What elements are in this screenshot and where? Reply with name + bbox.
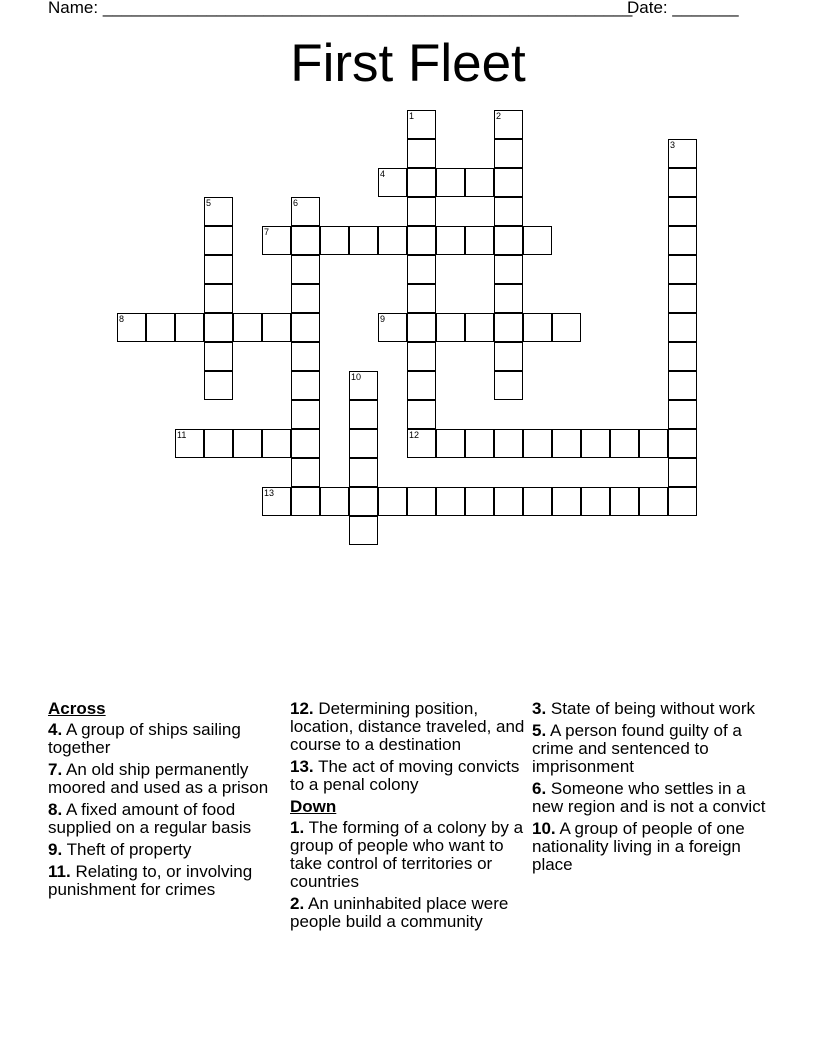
- grid-cell[interactable]: [407, 197, 436, 226]
- grid-cell[interactable]: [552, 429, 581, 458]
- grid-cell[interactable]: [291, 255, 320, 284]
- grid-cell[interactable]: [668, 458, 697, 487]
- grid-cell[interactable]: [668, 168, 697, 197]
- grid-cell[interactable]: [407, 255, 436, 284]
- clue-number: 6.: [532, 779, 547, 798]
- grid-cell[interactable]: [465, 226, 494, 255]
- grid-cell[interactable]: [494, 255, 523, 284]
- clue-number-label: 9: [380, 314, 386, 324]
- grid-cell[interactable]: [436, 487, 465, 516]
- grid-cell[interactable]: [320, 226, 349, 255]
- date-blank[interactable]: _______: [672, 0, 739, 17]
- grid-cell[interactable]: [436, 313, 465, 342]
- clues-column-1: [48, 700, 288, 903]
- grid-cell[interactable]: [581, 429, 610, 458]
- grid-cell[interactable]: [668, 342, 697, 371]
- grid-cell[interactable]: [291, 226, 320, 255]
- clue-number-label: 11: [177, 430, 187, 440]
- clue-across-11: [48, 863, 288, 899]
- clue-number-label: 6: [293, 198, 299, 208]
- clue-down-10: [532, 820, 772, 874]
- grid-cell[interactable]: [668, 284, 697, 313]
- clue-across-7: [48, 761, 288, 797]
- grid-cell[interactable]: [668, 429, 697, 458]
- grid-cell[interactable]: [204, 313, 233, 342]
- grid-cell[interactable]: [494, 342, 523, 371]
- clue-down-3: [532, 700, 772, 718]
- grid-cell[interactable]: [610, 429, 639, 458]
- grid-cell[interactable]: [668, 197, 697, 226]
- clue-across-8: [48, 801, 288, 837]
- clue-number: 10.: [532, 819, 556, 838]
- grid-cell[interactable]: [407, 168, 436, 197]
- grid-cell[interactable]: [320, 487, 349, 516]
- clue-down-1: [290, 819, 530, 891]
- grid-cell[interactable]: [407, 342, 436, 371]
- grid-cell[interactable]: [204, 284, 233, 313]
- clue-number-label: 13: [264, 488, 275, 498]
- clue-across-4: [48, 721, 288, 757]
- grid-cell[interactable]: [204, 429, 233, 458]
- grid-cell[interactable]: [523, 487, 552, 516]
- grid-cell[interactable]: [494, 371, 523, 400]
- grid-cell[interactable]: [349, 458, 378, 487]
- clue-text: Determining position, location, distance traveled, and course to a destination: [290, 699, 525, 754]
- clue-number-label: 5: [206, 198, 212, 208]
- grid-cell[interactable]: [233, 313, 262, 342]
- clue-number-label: 3: [670, 140, 676, 150]
- grid-cell[interactable]: [465, 487, 494, 516]
- clue-number-label: 10: [351, 372, 362, 382]
- clue-text: The forming of a colony by a group of people who want to take control of territories or countries: [290, 818, 524, 891]
- clue-number: 1.: [290, 818, 305, 837]
- grid-cell[interactable]: [465, 429, 494, 458]
- clue-text: State of being without work: [550, 699, 756, 718]
- grid-cell[interactable]: [349, 429, 378, 458]
- clue-text: A person found guilty of a crime and sentenced to imprisonment: [532, 721, 742, 776]
- across-heading: Across: [48, 699, 106, 718]
- clues-column-2: [290, 700, 530, 935]
- clue-number-label: 2: [496, 111, 502, 121]
- clue-text: An old ship permanently moored and used as a prison: [48, 760, 269, 797]
- clue-down-2: [290, 895, 530, 931]
- grid-cell[interactable]: [436, 429, 465, 458]
- grid-cell[interactable]: [581, 487, 610, 516]
- clue-number: 8.: [48, 800, 63, 819]
- grid-cell[interactable]: [262, 429, 291, 458]
- grid-cell[interactable]: [291, 487, 320, 516]
- clue-text: An uninhabited place were people build a community: [290, 894, 509, 931]
- clue-number: 5.: [532, 721, 547, 740]
- clues-column-3: [532, 700, 772, 878]
- grid-cell[interactable]: [407, 371, 436, 400]
- clue-text: The act of moving convicts to a penal colony: [290, 757, 520, 794]
- clue-down-5: [532, 722, 772, 776]
- grid-cell[interactable]: [465, 313, 494, 342]
- clue-number: 3.: [532, 699, 547, 718]
- clue-number: 11.: [48, 862, 71, 881]
- clue-number: 4.: [48, 720, 63, 739]
- grid-cell[interactable]: [291, 458, 320, 487]
- clue-text: Someone who settles in a new region and is not a convict: [532, 779, 766, 816]
- grid-cell[interactable]: [610, 487, 639, 516]
- grid-cell[interactable]: [291, 284, 320, 313]
- grid-cell[interactable]: [523, 313, 552, 342]
- clue-number: 12.: [290, 699, 314, 718]
- grid-cell[interactable]: [407, 226, 436, 255]
- grid-cell[interactable]: [407, 400, 436, 429]
- clue-text: Relating to, or involving punishment for crimes: [48, 862, 253, 899]
- grid-cell[interactable]: [407, 139, 436, 168]
- grid-cell[interactable]: [436, 226, 465, 255]
- date-label: Date:: [627, 0, 668, 17]
- grid-cell[interactable]: [639, 487, 668, 516]
- grid-cell[interactable]: [407, 313, 436, 342]
- grid-cell[interactable]: [494, 313, 523, 342]
- grid-cell[interactable]: [494, 429, 523, 458]
- clue-number-label: 12: [409, 430, 420, 440]
- clue-across-13: [290, 758, 530, 794]
- grid-cell[interactable]: [407, 487, 436, 516]
- clue-down-6: [532, 780, 772, 816]
- grid-cell[interactable]: [494, 168, 523, 197]
- grid-cell[interactable]: [146, 313, 175, 342]
- grid-cell[interactable]: [552, 487, 581, 516]
- grid-cell[interactable]: [668, 226, 697, 255]
- grid-cell[interactable]: [349, 516, 378, 545]
- grid-cell[interactable]: [668, 371, 697, 400]
- grid-cell[interactable]: [349, 226, 378, 255]
- grid-cell[interactable]: [204, 371, 233, 400]
- grid-cell[interactable]: [262, 313, 291, 342]
- grid-cell[interactable]: [407, 284, 436, 313]
- clue-number: 2.: [290, 894, 305, 913]
- clue-text: Theft of property: [66, 840, 192, 859]
- grid-cell[interactable]: [668, 400, 697, 429]
- grid-cell[interactable]: [494, 226, 523, 255]
- clue-across-12: [290, 700, 530, 754]
- clue-text: A fixed amount of food supplied on a regular basis: [48, 800, 252, 837]
- clue-number-label: 7: [264, 227, 270, 237]
- grid-cell[interactable]: [465, 168, 494, 197]
- grid-cell[interactable]: [552, 313, 581, 342]
- grid-cell[interactable]: [291, 400, 320, 429]
- clue-across-9: [48, 841, 288, 859]
- clue-number-label: 4: [380, 169, 386, 179]
- grid-cell[interactable]: [668, 313, 697, 342]
- clue-text: A group of people of one nationality living in a foreign place: [532, 819, 745, 874]
- grid-cell[interactable]: [523, 226, 552, 255]
- grid-cell[interactable]: [291, 429, 320, 458]
- grid-cell[interactable]: [349, 400, 378, 429]
- clue-number-label: 1: [409, 111, 415, 121]
- grid-cell[interactable]: [523, 429, 552, 458]
- page-title: First Fleet: [290, 34, 526, 93]
- grid-cell[interactable]: [494, 139, 523, 168]
- name-blank[interactable]: ________________________________________________________: [102, 0, 633, 17]
- grid-cell[interactable]: [378, 487, 407, 516]
- clue-number: 9.: [48, 840, 63, 859]
- grid-cell[interactable]: [204, 342, 233, 371]
- grid-cell[interactable]: [639, 429, 668, 458]
- clue-number: 13.: [290, 757, 314, 776]
- grid-cell[interactable]: [494, 487, 523, 516]
- grid-cell[interactable]: [204, 255, 233, 284]
- grid-cell[interactable]: [668, 255, 697, 284]
- down-heading: Down: [290, 797, 337, 816]
- grid-cell[interactable]: [175, 313, 204, 342]
- grid-cell[interactable]: [233, 429, 262, 458]
- grid-cell[interactable]: [349, 487, 378, 516]
- grid-cell[interactable]: [494, 284, 523, 313]
- clue-number-label: 8: [119, 314, 125, 324]
- grid-cell[interactable]: [291, 342, 320, 371]
- name-label: Name:: [48, 0, 99, 17]
- grid-cell[interactable]: [436, 168, 465, 197]
- grid-cell[interactable]: [668, 487, 697, 516]
- grid-cell[interactable]: [494, 197, 523, 226]
- clue-text: A group of ships sailing together: [48, 720, 241, 757]
- clue-number: 7.: [48, 760, 63, 779]
- grid-cell[interactable]: [378, 226, 407, 255]
- grid-cell[interactable]: [291, 313, 320, 342]
- grid-cell[interactable]: [291, 371, 320, 400]
- grid-cell[interactable]: [204, 226, 233, 255]
